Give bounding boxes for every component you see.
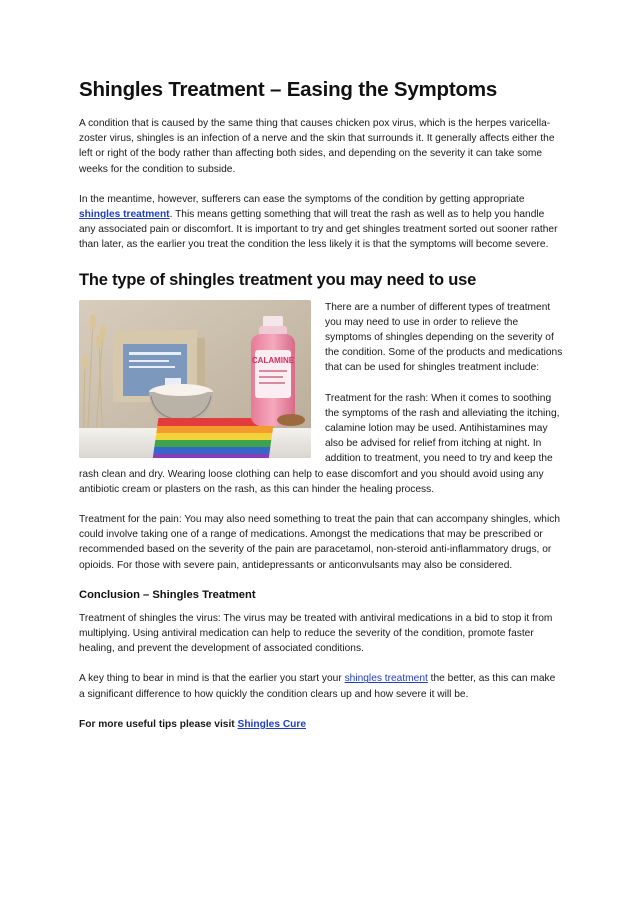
symptoms-text-after: . This means getting something that will treat the rash as well as to help you handle any associated pain or discomfort. It is important to try and get shingles treatment sorted out sooner rather than later, as the earlier you treat the condition the less likely it is that the symptoms will become severe. <box>79 209 558 251</box>
calamine-label: CALAMINE <box>251 355 295 365</box>
symptoms-text-before: In the meantime, however, sufferers can ease the symptoms of the condition by getting appropriate <box>79 193 525 205</box>
footer-text: For more useful tips please visit <box>79 718 238 730</box>
types-paragraph: There are a number of different types of treatment you may need to use in order to relieve the symptoms of shingles depending on the severity of the condition. Some of the products and medications that can be used for shingles treatment include: <box>325 301 563 374</box>
treatment-products-photo <box>79 300 311 458</box>
pain-paragraph: Treatment for the pain: You may also need something to treat the pain that can accompany shingles, which could involve taking one of a range of medications. Amongst the medications that may be prescribed or recommended based on the severity of the pain are paracetamol, non-steroid anti-inflammatory drugs, or opioids. For those with severe pain, antidepressants or anticonvulsants may also be considered. <box>79 514 560 571</box>
key-thing-text-after: the better, as this can make a significant difference to how quickly the condition clears up and how severe it will be. <box>79 673 556 700</box>
key-thing-paragraph <box>79 671 563 701</box>
virus-paragraph: Treatment of shingles the virus: The virus may be treated with antiviral medications in a bid to stop it from multiplying. Using antiviral medication can help to reduce the severity of the condition, promote faster healing, and prevent the development of associated conditions. <box>79 612 553 655</box>
shingles-treatment-link-2[interactable]: shingles treatment <box>344 673 428 685</box>
shingles-cure-link[interactable]: Shingles Cure <box>237 718 307 730</box>
footer-tips <box>79 717 563 732</box>
shingles-treatment-link[interactable]: shingles treatment <box>79 209 170 221</box>
intro-paragraph: A condition that is caused by the same thing that causes chicken pox virus, which is the herpes varicella-zoster virus, shingles is an infection of a nerve and the skin that surrounds it. It generally affects either the left or right of the body rather than affecting both sides, and depending on the severity it can take some weeks for the condition to subside. <box>79 118 555 175</box>
section-heading: The type of shingles treatment you may need to use <box>79 270 477 289</box>
document-page <box>79 78 563 747</box>
page-title: Shingles Treatment – Easing the Symptoms <box>79 78 498 101</box>
rash-paragraph: Treatment for the rash: When it comes to soothing the symptoms of the rash and alleviating the itching, calamine lotion may be used. Antihistamines may also be advised for relief from itching at night. In addition to treatment, you need to try and keep the rash clean and dry. Wearing loose clothing can help to ease discomfort and you should avoid using any antibiotic cream or plasters on the rash, as this can hinder the healing process. <box>79 392 560 495</box>
key-thing-text-before: A key thing to bear in mind is that the earlier you start your <box>79 673 345 685</box>
symptoms-paragraph <box>79 192 563 253</box>
conclusion-heading: Conclusion – Shingles Treatment <box>79 588 256 601</box>
